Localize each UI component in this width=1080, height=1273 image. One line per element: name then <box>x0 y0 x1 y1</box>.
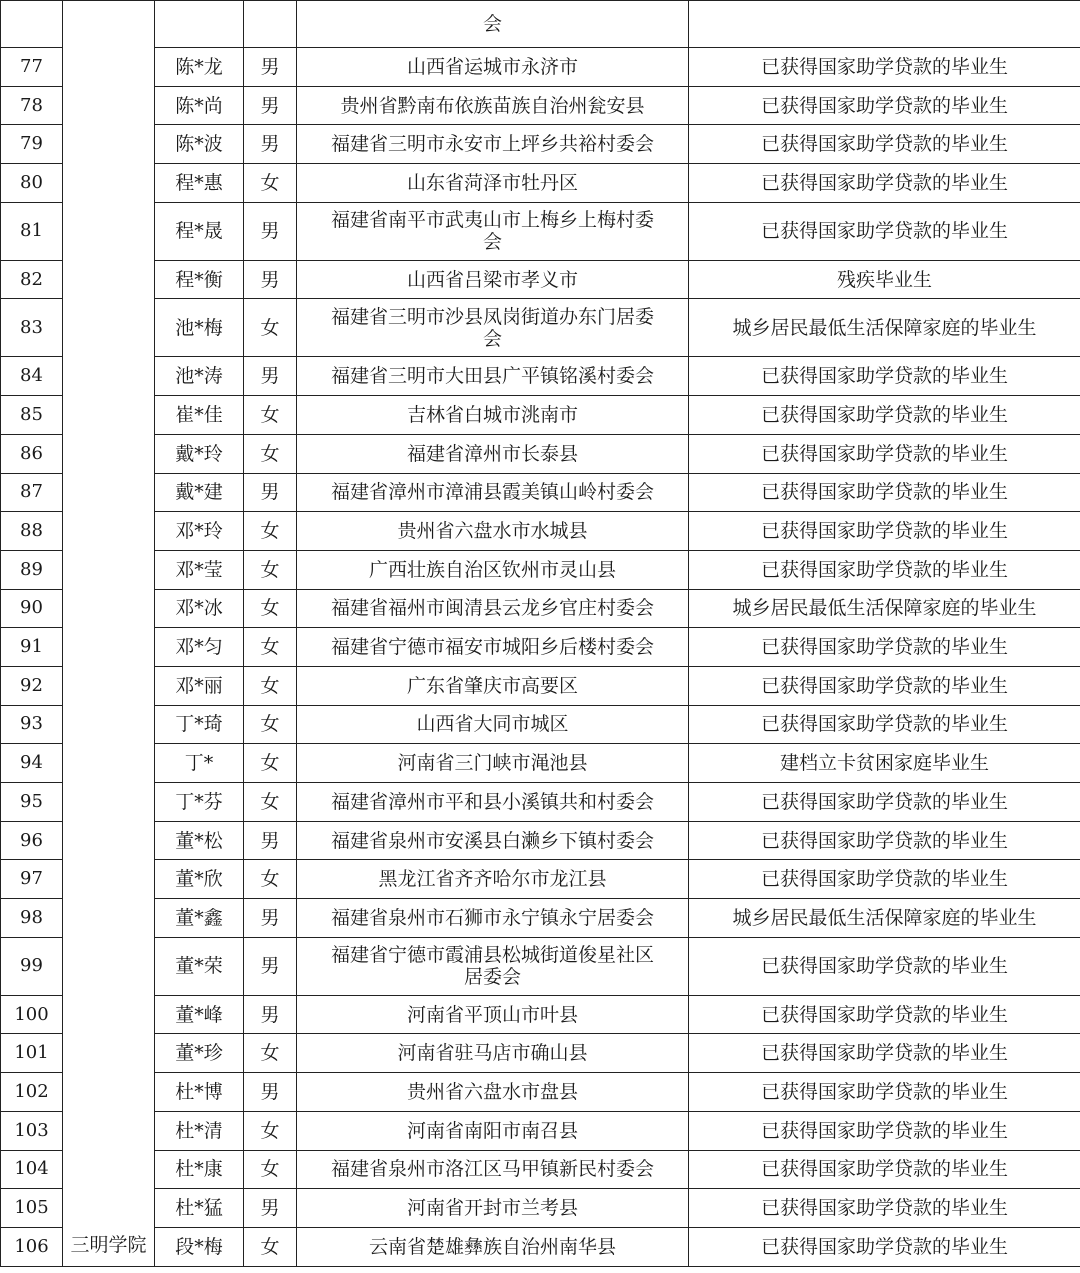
address-cell: 贵州省六盘水市盘县 <box>297 1073 689 1112</box>
no-cell: 85 <box>1 396 63 435</box>
name-cell: 董*松 <box>155 821 244 860</box>
table-row <box>1 1 1080 48</box>
address-cell: 福建省宁德市霞浦县松城街道俊星社区 居委会 <box>297 937 689 995</box>
no-cell: 82 <box>1 260 63 299</box>
gender-cell: 男 <box>244 899 297 938</box>
table-row <box>1 995 1080 1034</box>
name-cell: 董*峰 <box>155 995 244 1034</box>
name-cell: 陈*波 <box>155 125 244 164</box>
category-cell: 已获得国家助学贷款的毕业生 <box>689 396 1080 435</box>
address-cell: 云南省楚雄彝族自治州南华县 <box>297 1227 689 1266</box>
address-cell: 河南省驻马店市确山县 <box>297 1034 689 1073</box>
table-row <box>1 512 1080 551</box>
name-cell: 董*欣 <box>155 860 244 899</box>
name-cell: 邓*冰 <box>155 589 244 628</box>
table-row <box>1 821 1080 860</box>
category-cell: 已获得国家助学贷款的毕业生 <box>689 473 1080 512</box>
table-row <box>1 164 1080 203</box>
address-cell: 贵州省六盘水市水城县 <box>297 512 689 551</box>
no-cell: 87 <box>1 473 63 512</box>
name-cell: 丁*琦 <box>155 705 244 744</box>
no-cell: 97 <box>1 860 63 899</box>
address-cell: 福建省漳州市漳浦县霞美镇山岭村委会 <box>297 473 689 512</box>
category-cell: 已获得国家助学贷款的毕业生 <box>689 357 1080 396</box>
name-cell <box>155 1 244 48</box>
no-cell: 89 <box>1 550 63 589</box>
category-cell: 已获得国家助学贷款的毕业生 <box>689 1034 1080 1073</box>
address-cell: 山西省运城市永济市 <box>297 48 689 87</box>
name-cell: 董*鑫 <box>155 899 244 938</box>
gender-cell <box>244 1 297 48</box>
no-cell: 98 <box>1 899 63 938</box>
gender-cell: 女 <box>244 1111 297 1150</box>
category-cell: 已获得国家助学贷款的毕业生 <box>689 86 1080 125</box>
address-cell: 福建省漳州市平和县小溪镇共和村委会 <box>297 783 689 822</box>
no-cell: 92 <box>1 666 63 705</box>
no-cell: 90 <box>1 589 63 628</box>
name-cell: 邓*莹 <box>155 550 244 589</box>
address-cell: 福建省泉州市洛江区马甲镇新民村委会 <box>297 1150 689 1189</box>
address-cell: 黑龙江省齐齐哈尔市龙江县 <box>297 860 689 899</box>
name-cell: 崔*佳 <box>155 396 244 435</box>
address-cell: 福建省三明市大田县广平镇铭溪村委会 <box>297 357 689 396</box>
no-cell: 96 <box>1 821 63 860</box>
name-cell: 陈*尚 <box>155 86 244 125</box>
name-cell: 池*涛 <box>155 357 244 396</box>
name-cell: 邓*匀 <box>155 628 244 667</box>
gender-cell: 男 <box>244 937 297 995</box>
table-row <box>1 202 1080 260</box>
table-row <box>1 1111 1080 1150</box>
gender-cell: 男 <box>244 821 297 860</box>
gender-cell: 女 <box>244 628 297 667</box>
address-cell: 福建省福州市闽清县云龙乡官庄村委会 <box>297 589 689 628</box>
address-cell: 山东省菏泽市牡丹区 <box>297 164 689 203</box>
category-cell: 已获得国家助学贷款的毕业生 <box>689 164 1080 203</box>
table-row <box>1 1189 1080 1228</box>
address-cell: 河南省开封市兰考县 <box>297 1189 689 1228</box>
category-cell: 城乡居民最低生活保障家庭的毕业生 <box>689 589 1080 628</box>
no-cell: 79 <box>1 125 63 164</box>
address-cell: 广东省肇庆市高要区 <box>297 666 689 705</box>
name-cell: 戴*玲 <box>155 434 244 473</box>
gender-cell: 男 <box>244 48 297 87</box>
table-row <box>1 666 1080 705</box>
no-cell: 86 <box>1 434 63 473</box>
address-cell: 福建省泉州市安溪县白濑乡下镇村委会 <box>297 821 689 860</box>
category-cell: 建档立卡贫困家庭毕业生 <box>689 744 1080 783</box>
gender-cell: 女 <box>244 589 297 628</box>
no-cell: 83 <box>1 299 63 357</box>
category-cell: 已获得国家助学贷款的毕业生 <box>689 125 1080 164</box>
no-cell: 88 <box>1 512 63 551</box>
category-cell: 残疾毕业生 <box>689 260 1080 299</box>
gender-cell: 女 <box>244 666 297 705</box>
gender-cell: 女 <box>244 299 297 357</box>
category-cell: 已获得国家助学贷款的毕业生 <box>689 995 1080 1034</box>
address-cell: 福建省三明市永安市上坪乡共裕村委会 <box>297 125 689 164</box>
category-cell: 已获得国家助学贷款的毕业生 <box>689 821 1080 860</box>
no-cell: 77 <box>1 48 63 87</box>
table-row <box>1 473 1080 512</box>
category-cell: 已获得国家助学贷款的毕业生 <box>689 666 1080 705</box>
name-cell: 陈*龙 <box>155 48 244 87</box>
gender-cell: 男 <box>244 260 297 299</box>
name-cell: 池*梅 <box>155 299 244 357</box>
no-cell: 78 <box>1 86 63 125</box>
table-row <box>1 396 1080 435</box>
gender-cell: 女 <box>244 860 297 899</box>
address-cell: 福建省三明市沙县凤岗街道办东门居委 会 <box>297 299 689 357</box>
table-row <box>1 1073 1080 1112</box>
address-cell: 福建省宁德市福安市城阳乡后楼村委会 <box>297 628 689 667</box>
table-row <box>1 628 1080 667</box>
gender-cell: 男 <box>244 202 297 260</box>
category-cell: 已获得国家助学贷款的毕业生 <box>689 434 1080 473</box>
gender-cell: 男 <box>244 86 297 125</box>
gender-cell: 女 <box>244 744 297 783</box>
no-cell: 91 <box>1 628 63 667</box>
gender-cell: 女 <box>244 434 297 473</box>
address-cell: 河南省三门峡市渑池县 <box>297 744 689 783</box>
address-cell: 山西省吕梁市孝义市 <box>297 260 689 299</box>
category-cell: 已获得国家助学贷款的毕业生 <box>689 860 1080 899</box>
no-cell: 94 <box>1 744 63 783</box>
no-cell: 101 <box>1 1034 63 1073</box>
category-cell: 已获得国家助学贷款的毕业生 <box>689 628 1080 667</box>
gender-cell: 女 <box>244 396 297 435</box>
address-cell: 河南省南阳市南召县 <box>297 1111 689 1150</box>
name-cell: 杜*康 <box>155 1150 244 1189</box>
table-row <box>1 125 1080 164</box>
no-cell: 103 <box>1 1111 63 1150</box>
name-cell: 邓*丽 <box>155 666 244 705</box>
no-cell: 84 <box>1 357 63 396</box>
address-cell: 山西省大同市城区 <box>297 705 689 744</box>
gender-cell: 女 <box>244 783 297 822</box>
table-row <box>1 705 1080 744</box>
gender-cell: 男 <box>244 995 297 1034</box>
category-cell: 已获得国家助学贷款的毕业生 <box>689 783 1080 822</box>
table-row <box>1 357 1080 396</box>
gender-cell: 女 <box>244 512 297 551</box>
address-cell: 贵州省黔南布依族苗族自治州瓮安县 <box>297 86 689 125</box>
table-row <box>1 744 1080 783</box>
table-row <box>1 550 1080 589</box>
name-cell: 董*荣 <box>155 937 244 995</box>
category-cell: 已获得国家助学贷款的毕业生 <box>689 1073 1080 1112</box>
category-cell <box>689 1 1080 48</box>
table-body <box>1 1 1080 1267</box>
table-row <box>1 1034 1080 1073</box>
name-cell: 丁*芬 <box>155 783 244 822</box>
school-cell: 三明学院 <box>63 1 155 1267</box>
no-cell: 102 <box>1 1073 63 1112</box>
gender-cell: 女 <box>244 164 297 203</box>
no-cell: 95 <box>1 783 63 822</box>
table-row <box>1 899 1080 938</box>
address-cell: 福建省泉州市石狮市永宁镇永宁居委会 <box>297 899 689 938</box>
address-cell: 福建省漳州市长泰县 <box>297 434 689 473</box>
name-cell: 程*惠 <box>155 164 244 203</box>
gender-cell: 女 <box>244 1227 297 1266</box>
gender-cell: 女 <box>244 1150 297 1189</box>
category-cell: 已获得国家助学贷款的毕业生 <box>689 1150 1080 1189</box>
category-cell: 已获得国家助学贷款的毕业生 <box>689 937 1080 995</box>
table-row <box>1 1150 1080 1189</box>
name-cell: 丁* <box>155 744 244 783</box>
name-cell: 杜*猛 <box>155 1189 244 1228</box>
no-cell: 100 <box>1 995 63 1034</box>
address-cell: 吉林省白城市洮南市 <box>297 396 689 435</box>
table-row <box>1 1227 1080 1266</box>
gender-cell: 女 <box>244 1034 297 1073</box>
gender-cell: 女 <box>244 705 297 744</box>
no-cell: 104 <box>1 1150 63 1189</box>
address-cell: 河南省平顶山市叶县 <box>297 995 689 1034</box>
address-cell: 会 <box>297 1 689 48</box>
table-row <box>1 299 1080 357</box>
name-cell: 程*晟 <box>155 202 244 260</box>
table-row <box>1 86 1080 125</box>
no-cell: 106 <box>1 1227 63 1266</box>
name-cell: 戴*建 <box>155 473 244 512</box>
category-cell: 已获得国家助学贷款的毕业生 <box>689 48 1080 87</box>
table-row <box>1 589 1080 628</box>
name-cell: 杜*博 <box>155 1073 244 1112</box>
name-cell: 邓*玲 <box>155 512 244 551</box>
category-cell: 城乡居民最低生活保障家庭的毕业生 <box>689 899 1080 938</box>
name-cell: 董*珍 <box>155 1034 244 1073</box>
category-cell: 已获得国家助学贷款的毕业生 <box>689 550 1080 589</box>
no-cell: 81 <box>1 202 63 260</box>
gender-cell: 男 <box>244 1189 297 1228</box>
table-row <box>1 434 1080 473</box>
table-row <box>1 783 1080 822</box>
name-cell: 程*衡 <box>155 260 244 299</box>
category-cell: 已获得国家助学贷款的毕业生 <box>689 1189 1080 1228</box>
category-cell: 已获得国家助学贷款的毕业生 <box>689 1227 1080 1266</box>
no-cell: 105 <box>1 1189 63 1228</box>
no-cell: 93 <box>1 705 63 744</box>
no-cell: 99 <box>1 937 63 995</box>
address-cell: 广西壮族自治区钦州市灵山县 <box>297 550 689 589</box>
gender-cell: 男 <box>244 125 297 164</box>
address-cell: 福建省南平市武夷山市上梅乡上梅村委 会 <box>297 202 689 260</box>
no-cell: 80 <box>1 164 63 203</box>
category-cell: 已获得国家助学贷款的毕业生 <box>689 512 1080 551</box>
gender-cell: 男 <box>244 473 297 512</box>
no-cell <box>1 1 63 48</box>
gender-cell: 男 <box>244 1073 297 1112</box>
table-row <box>1 260 1080 299</box>
name-cell: 段*梅 <box>155 1227 244 1266</box>
table-row <box>1 48 1080 87</box>
name-cell: 杜*清 <box>155 1111 244 1150</box>
gender-cell: 男 <box>244 357 297 396</box>
category-cell: 城乡居民最低生活保障家庭的毕业生 <box>689 299 1080 357</box>
category-cell: 已获得国家助学贷款的毕业生 <box>689 705 1080 744</box>
table-row <box>1 860 1080 899</box>
category-cell: 已获得国家助学贷款的毕业生 <box>689 1111 1080 1150</box>
table-row <box>1 937 1080 995</box>
gender-cell: 女 <box>244 550 297 589</box>
category-cell: 已获得国家助学贷款的毕业生 <box>689 202 1080 260</box>
